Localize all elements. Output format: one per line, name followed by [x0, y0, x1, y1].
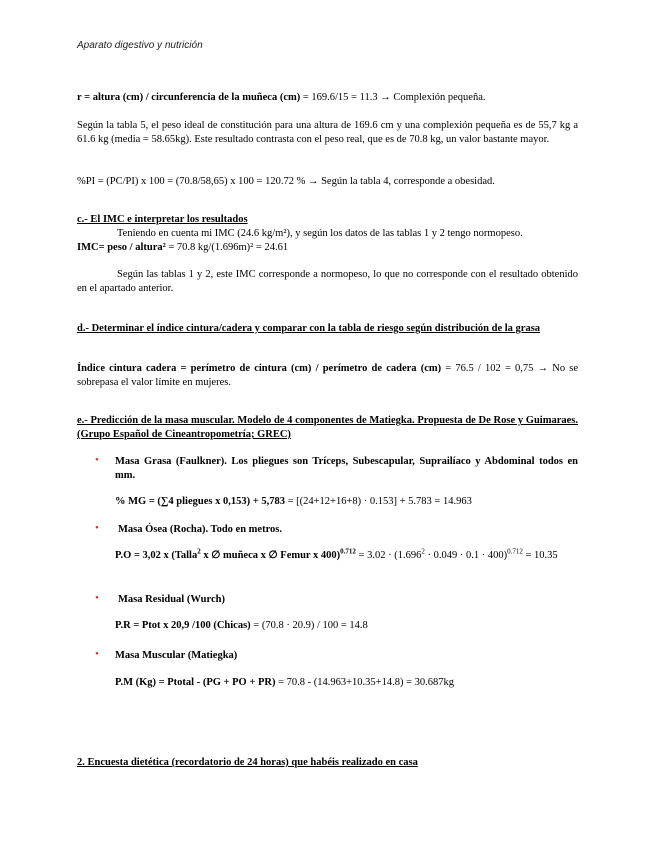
osea-rest-a: = 3.02 · (1.696 [355, 550, 422, 561]
section-d-heading: d.- Determinar el índice cintura/cadera y comparar con la tabla de riesgo según distribución de la grasa [77, 323, 541, 334]
section-2-heading: 2. Encuesta dietética (recordatorio de 24 horas) que habéis realizado en casa [77, 757, 418, 768]
page-header: Aparato digestivo y nutrición [77, 40, 203, 51]
grasa-result: = [(24+12+16+8) · 0.153] + 5.783 = 14.963 [284, 496, 472, 507]
residual-result: = (70.8 · 20.9) / 100 = 14.8 [250, 620, 368, 631]
osea-sq-2: 2 [421, 547, 425, 556]
bullet-residual: • [95, 592, 99, 604]
tabla5-paragraph: Según la tabla 5, el peso ideal de constitución para una altura de 169.6 cm y una complexión pequeña es de 55,7 kg a 61.6 kg (media = 58.65kg). Este resultado contrasta con el peso real, que es de 70.8 kg, un valor bastante mayor. [77, 120, 578, 145]
muscular-formula: P.M (Kg) = Ptotal - (PG + PO + PR) [115, 677, 276, 688]
osea-formula-b: x ∅ muñeca x ∅ Femur x 400) [200, 550, 341, 561]
section-c-p2: Según las tablas 1 y 2, este IMC corresponde a normopeso, lo que no corresponde con el resultado obtenido en el apartado anterior. [77, 269, 578, 294]
section-e-heading: e.- Predicción de la masa muscular. Modelo de 4 componentes de Matiegka. Propuesta de De Rose y Guimaraes. (Grupo Español de Cineantropometría; GREC) [77, 415, 578, 440]
muscular-title: Masa Muscular (Matiegka) [115, 650, 238, 661]
section-c-heading: c.- El IMC e interpretar los resultados [77, 214, 248, 225]
pi-line: %PI = (PC/PI) x 100 = (70.8/58,65) x 100 = 120.72 % → Según la tabla 4, corresponde a obesidad. [77, 176, 495, 187]
bullet-osea: • [95, 522, 99, 534]
icc-line [77, 362, 578, 390]
osea-sq-1: 2 [197, 547, 201, 556]
muscular-formula-line [115, 676, 578, 690]
residual-formula-line [115, 619, 578, 633]
grasa-title: Masa Grasa (Faulkner). Los pliegues son Tríceps, Subescapular, Suprailíaco y Abdominal todos en mm. [115, 456, 578, 481]
icc-result: = 76.5 / 102 = 0,75 → No se sobrepasa el valor límite en mujeres. [77, 363, 578, 388]
imc-line [77, 241, 578, 255]
osea-rest-b: · 0.049 · 0.1 · 400) [424, 550, 508, 561]
osea-formula-line [115, 549, 578, 563]
grasa-formula: % MG = (∑4 pliegues x 0,153) + 5,783 [115, 496, 285, 507]
residual-title: Masa Residual (Wurch) [118, 594, 225, 605]
grasa-formula-line [115, 495, 578, 509]
osea-title: Masa Ósea (Rocha). Todo en metros. [118, 524, 283, 535]
bullet-muscular: • [95, 648, 99, 660]
bullet-grasa: • [95, 454, 99, 466]
residual-formula: P.R = Ptot x 20,9 /100 (Chicas) [115, 620, 251, 631]
osea-result: = 10.35 [522, 550, 558, 561]
icc-formula: Índice cintura cadera = perímetro de cintura (cm) / perímetro de cadera (cm) [77, 363, 442, 374]
r-formula: r = altura (cm) / circunferencia de la muñeca (cm) [77, 92, 301, 103]
imc-formula: IMC= peso / altura² [77, 242, 166, 253]
osea-exp-2: 0.712 [507, 547, 523, 556]
muscular-result: = 70.8 - (14.963+10.35+14.8) = 30.687kg [275, 677, 455, 688]
r-result: = 169.6/15 = 11.3 → Complexión pequeña. [300, 92, 486, 103]
osea-exp-1: 0.712 [340, 547, 356, 556]
imc-result: = 70.8 kg/(1.696m)² = 24.61 [165, 242, 289, 253]
r-line [77, 91, 578, 105]
section-c-p1: Teniendo en cuenta mi IMC (24.6 kg/m²), y según los datos de las tablas 1 y 2 tengo normopeso. [117, 228, 523, 239]
osea-formula-a: P.O = 3,02 x (Talla [115, 550, 198, 561]
